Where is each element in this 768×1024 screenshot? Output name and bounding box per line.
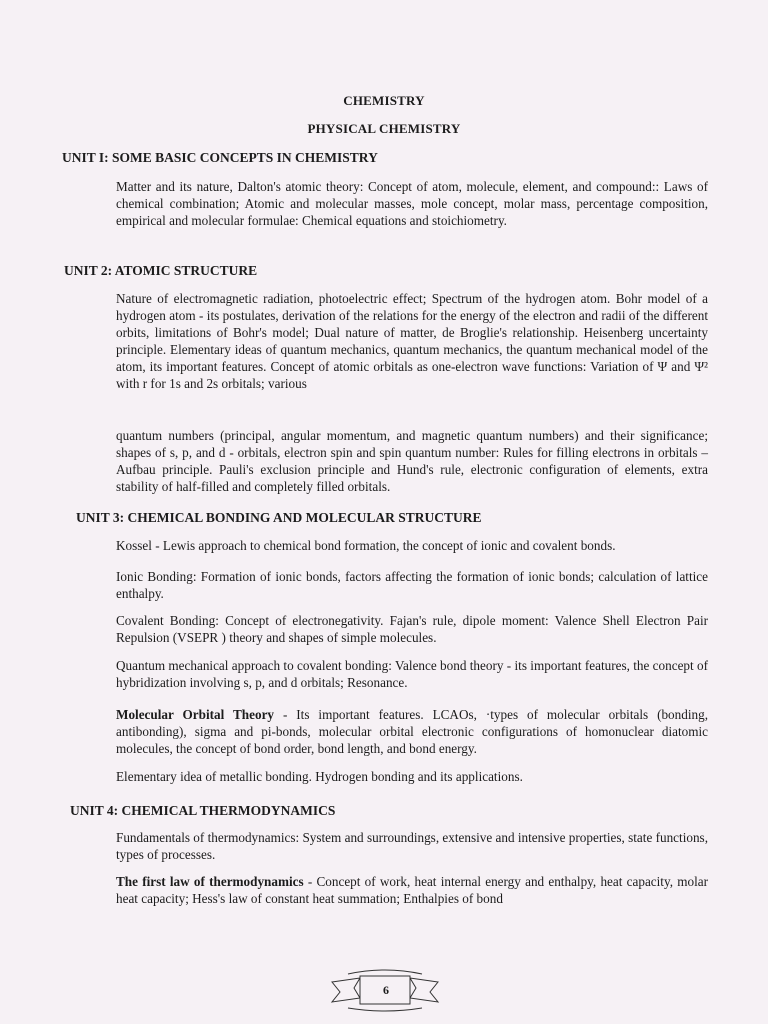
unit-4-paragraph-2 <box>116 873 708 907</box>
page-number: 6 <box>383 983 389 997</box>
unit-4-heading: UNIT 4: CHEMICAL THERMODYNAMICS <box>70 803 336 818</box>
unit-2-heading: UNIT 2: ATOMIC STRUCTURE <box>64 263 258 278</box>
unit-2-paragraph-1: Nature of electromagnetic radiation, photoelectric effect; Spectrum of the hydrogen atom. Bohr model of a hydrogen atom - its postulates, derivation of the relations for the energy of the electron and radii of the different orbits, limitations of Bohr's model; Dual nature of matter, de Broglie's relationship. Heisenberg uncertainty principle. Elementary ideas of quantum mechanics, quantum mechanics, the quantum mechanical model of the atom, its important features. Concept of atomic orbitals as one-electron wave functions: Variation of Ψ and Ψ² with r for 1s and 2s orbitals; various <box>116 291 708 391</box>
unit-3-paragraph-last: Elementary idea of metallic bonding. Hydrogen bonding and its applications. <box>116 769 523 784</box>
unit-1-paragraph: Matter and its nature, Dalton's atomic theory: Concept of atom, molecule, element, and compound:: Laws of chemical combination; Atomic and molecular masses, mole concept, molar mass, percentage composition, empirical and molecular formulae: Chemical equations and stoichiometry. <box>116 179 708 228</box>
unit-2-paragraph-2: quantum numbers (principal, angular momentum, and magnetic quantum numbers) and their significance; shapes of s, p, and d - orbitals, electron spin and spin quantum number: Rules for filling electrons in orbitals – Aufbau principle. Pauli's exclusion principle and Hund's rule, electronic configuration of elements, extra stability of half-filled and completely filled orbitals. <box>116 428 708 494</box>
unit-4-paragraph-1: Fundamentals of thermodynamics: System and surroundings, extensive and intensive properties, state functions, types of processes. <box>116 830 708 862</box>
unit-3-paragraph-2: Ionic Bonding: Formation of ionic bonds, factors affecting the formation of ionic bonds; calculation of lattice enthalpy. <box>116 569 708 601</box>
document-subtitle: PHYSICAL CHEMISTRY <box>307 121 461 136</box>
first-law-text: - Concept of work, heat internal energy and enthalpy, heat capacity, molar heat capacity; Hess's law of constant heat summation; Enthalpies of bond <box>116 874 709 906</box>
first-law-label: The first law of thermodynamics <box>116 874 304 889</box>
unit-3-heading: UNIT 3: CHEMICAL BONDING AND MOLECULAR STRUCTURE <box>76 510 482 525</box>
mo-theory-label: Molecular Orbital Theory <box>116 707 275 722</box>
unit-3-paragraph-4: Quantum mechanical approach to covalent bonding: Valence bond theory - its important features, the concept of hybridization involving s, p, and d orbitals; Resonance. <box>116 658 708 690</box>
unit-3-paragraph-3: Covalent Bonding: Concept of electronegativity. Fajan's rule, dipole moment: Valence Shell Electron Pair Repulsion (VSEPR ) theory and shapes of simple molecules. <box>116 613 708 645</box>
document-title: CHEMISTRY <box>343 93 425 108</box>
unit-1-heading: UNIT I: SOME BASIC CONCEPTS IN CHEMISTRY <box>62 150 378 165</box>
unit-3-paragraph-mo <box>116 706 708 757</box>
unit-3-paragraph-1: Kossel - Lewis approach to chemical bond formation, the concept of ionic and covalent bonds. <box>116 538 616 553</box>
mo-theory-text: - Its important features. LCAOs, ·types of molecular orbitals (bonding, antibonding), sigma and pi-bonds, molecular orbital electronic configurations of homonuclear diatomic molecules, the concept of bond order, bond length, and bond energy. <box>116 707 708 756</box>
